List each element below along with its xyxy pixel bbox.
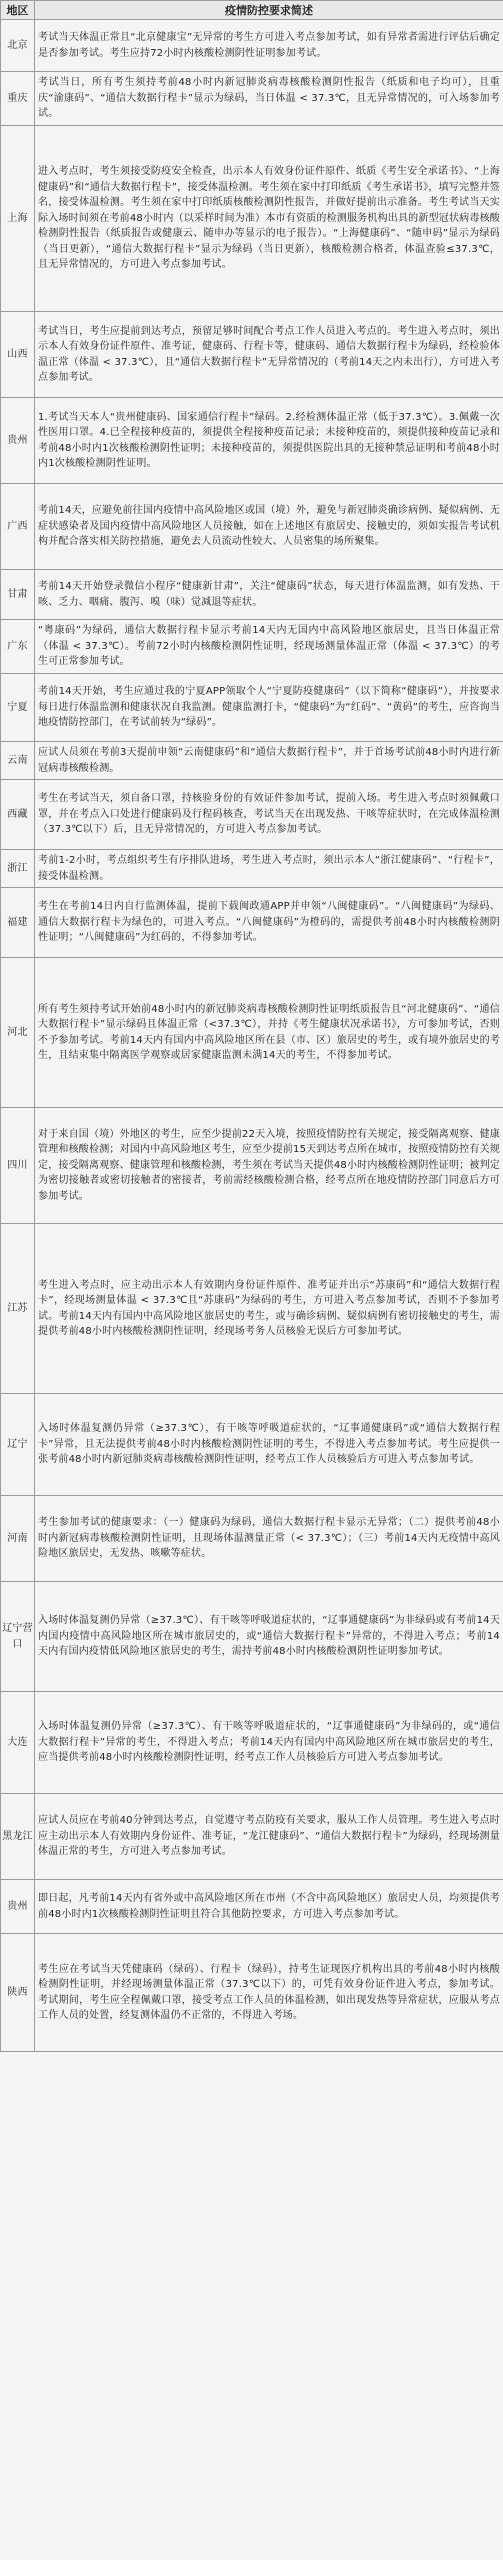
requirement-cell: 对于来自国（境）外地区的考生，应至少提前22天入境，按照疫情防控有关规定，接受隔离观察、健康管理和核酸检测；对国内中高风险地区考生，应至少提前15天到达考点所在城市，按照疫情防控有关规定，接受隔离观察、健康管理和核酸检测，考生须在考试当天提供48小时内核酸检测阴性证明；被判定为密切接触者或密切接触者的密接者，考前需经核酸检测合格，经考点所在地疫情防控部门同意后方可参加考试。 — [35, 1108, 503, 1224]
requirements-column-header: 疫情防控要求简述 — [35, 1, 503, 20]
requirement-cell: 考生在考试当天，须自备口罩，持核验身份的有效证件参加考试，提前入场。考生进入考点时须佩戴口罩，并在考点入口处进行健康码及行程码核查，考试当天在出现发热、干咳等症状时，在完成体温检测（37.3℃以下）后，且无异常情况的，方可进入考点参加考试。 — [35, 780, 503, 850]
table-row — [1, 1224, 503, 1394]
region-cell: 贵州 — [1, 1880, 35, 1934]
requirement-cell: 考前14天开始，考生应通过我的宁夏APP领取个人“宁夏防疫健康码”（以下简称“健康码”），并按要求每日进行体温监测和健康状况自我监测。健康监测打卡，“健康码”为“红码”、“黄码”的考生，应咨询当地疫情防控部门，在考试前转为“绿码”。 — [35, 674, 503, 742]
region-cell: 甘肃 — [1, 570, 35, 620]
region-cell: 福建 — [1, 888, 35, 958]
requirement-cell: 考前1-2小时，考点组织考生有序排队进场，考生进入考点时，须出示本人“浙江健康码”、“行程卡”，接受体温检测。 — [35, 850, 503, 888]
region-cell: 辽宁 — [1, 1394, 35, 1496]
requirement-cell: 应试人员应在考前40分钟到达考点，自觉遵守考点防疫有关要求，服从工作人员管理。考生进入考点时应主动出示本人有效期内身份证件、准考证，“龙江健康码”、“通信大数据行程卡”为绿码，经现场测量体温正常的考生，方可进入考点参加考试。 — [35, 1794, 503, 1880]
table-row — [1, 484, 503, 570]
region-cell: 浙江 — [1, 850, 35, 888]
table-row — [1, 1692, 503, 1794]
requirement-cell: 所有考生须持考试开始前48小时内的新冠肺炎病毒核酸检测阴性证明纸质报告且“河北健康码”、“通信大数据行程卡”显示绿码且体温正常（<37.3℃），并持《考生健康状况承诺书》，方可参加考试，否则不予参加考试。考前14天内有国内中高风险地区所在县（市、区）旅居史的考生，或有境外旅居史的考生，且结束集中隔离医学观察或居家健康监测未满14天的考生，不得参加考试。 — [35, 958, 503, 1108]
region-cell: 河南 — [1, 1496, 35, 1582]
region-cell: 辽宁营口 — [1, 1582, 35, 1692]
table-row — [1, 1582, 503, 1692]
table-header-row — [1, 1, 503, 20]
region-cell: 江苏 — [1, 1224, 35, 1394]
requirement-cell: 1.考试当天本人“贵州健康码、国家通信行程卡”绿码。2.经检测体温正常（低于37.3℃）。3.佩戴一次性医用口罩。4.已全程接种疫苗的，须提供全程接种疫苗记录；未接种疫苗的，须提供接种疫苗记录和考前48小时内1次核酸检测阴性证明；未接种疫苗的，须提供医院出具的无接种禁忌证明和考前48小时内1次核酸检测阴性证明。 — [35, 398, 503, 484]
region-cell: 云南 — [1, 742, 35, 780]
requirement-cell: 考前14天，应避免前往国内疫情中高风险地区或国（境）外，避免与新冠肺炎确诊病例、疑似病例、无症状感染者及国内疫情中高风险地区人员接触，如在上述地区有旅居史、接触史的，须如实报告考试机构并配合落实相关防控措施，避免去人员流动性较大、人员密集的场所聚集。 — [35, 484, 503, 570]
requirement-cell: 考试当天体温正常且“北京健康宝”无异常的考生方可进入考点参加考试，如有异常者需进行评估后确定是否参加考试。考生应持72小时内核酸检测阴性证明参加考试。 — [35, 20, 503, 72]
table-row — [1, 958, 503, 1108]
region-cell: 北京 — [1, 20, 35, 72]
table-row — [1, 742, 503, 780]
region-cell: 黑龙江 — [1, 1794, 35, 1880]
requirement-cell: 入场时体温复测仍异常（≥37.3℃）、有干咳等呼吸道症状的，“辽事通健康码”为非绿码的，或“通信大数据行程卡”异常的考生，不得进入考点；考前14天内有国内中高风险地区所在城市旅居史的考生，应当提供考前48小时内核酸检测阴性证明，经考点工作人员核验后方可进入考点参加考试。 — [35, 1692, 503, 1794]
region-cell: 大连 — [1, 1692, 35, 1794]
requirement-cell: 考前14天开始登录微信小程序“健康新甘肃”，关注“健康码”状态，每天进行体温监测，如有发热、干咳、乏力、咽痛、腹泻、嗅（味）觉减退等症状。 — [35, 570, 503, 620]
region-column-header: 地区 — [1, 1, 35, 20]
region-cell: 宁夏 — [1, 674, 35, 742]
requirement-cell: 应试人员须在考前3天提前申领“云南健康码”和“通信大数据行程卡”，并于首场考试前48小时内进行新冠病毒核酸检测。 — [35, 742, 503, 780]
region-cell: 西藏 — [1, 780, 35, 850]
table-row — [1, 126, 503, 312]
table-row — [1, 570, 503, 620]
region-cell: 四川 — [1, 1108, 35, 1224]
requirement-cell: 考试当日，所有考生须持考前48小时内新冠肺炎病毒核酸检测阴性报告（纸质和电子均可），且重庆“渝康码”、“通信大数据行程卡”显示为绿码，当日体温 < 37.3℃，且无异常情况的，可入场参加考试。 — [35, 72, 503, 126]
region-cell: 上海 — [1, 126, 35, 312]
table-row — [1, 1108, 503, 1224]
table-row — [1, 1394, 503, 1496]
table-row — [1, 1934, 503, 2052]
table-row — [1, 1794, 503, 1880]
requirement-cell: 考试当日，考生应提前到达考点，预留足够时间配合考点工作人员进入考点的。考生进入考点时，须出示本人有效身份证件原件、准考证，健康码、行程卡等，健康码、通信大数据行程卡为绿码，经检验体温正常（体温 < 37.3℃），且“通信大数据行程卡”无异常情况的（考前14天之内未出行），方可进入考点参加考试。 — [35, 312, 503, 398]
table-row — [1, 674, 503, 742]
table-row — [1, 850, 503, 888]
requirement-cell: 考生在考前14日内自行监测体温，提前下载闽政通APP并申领“八闽健康码”。“八闽健康码”为绿码、通信大数据行程卡为绿色的，可进入考点。“八闽健康码”为橙码的，需提供考前48小时内核酸检测阴性证明；“八闽健康码”为红码的，不得参加考试。 — [35, 888, 503, 958]
region-cell: 贵州 — [1, 398, 35, 484]
region-cell: 广西 — [1, 484, 35, 570]
requirement-cell: “粤康码”为绿码，通信大数据行程卡显示考前14天内无国内中高风险地区旅居史，且当日体温正常（体温 < 37.3℃）。考前72小时内核酸检测阴性证明，经现场测量体温正常（体温 < 37.3℃）的考生可正常参加考试。 — [35, 620, 503, 674]
table-row — [1, 1880, 503, 1934]
requirement-cell: 考生应在考试当天凭健康码（绿码）、行程卡（绿码），持考生证现医疗机构出具的考前48小时内核酸检测阴性证明，并经现场测量体温正常（37.3℃以下）的，可凭有效身份证件进入考点，参加考试。考试期间，考生应全程佩戴口罩，接受考点工作人员的体温检测，如出现发热等异常症状，应服从考点工作人员的处置，经复测体温仍不正常的，不得进入考场。 — [35, 1934, 503, 2052]
requirement-cell: 入场时体温复测仍异常（≥37.3℃）、有干咳等呼吸道症状的，“辽事通健康码”为非绿码或有考前14天内国内疫情中高风险地区所在城市旅居史的，或“通信大数据行程卡”异常的，不得进入考点；考前14天内有国内疫情低风险地区旅居史的考生，需持考前48小时内核酸检测阴性证明参加考试。 — [35, 1582, 503, 1692]
table-row — [1, 312, 503, 398]
table-row — [1, 620, 503, 674]
region-cell: 广东 — [1, 620, 35, 674]
table-row — [1, 888, 503, 958]
requirement-cell: 考生参加考试的健康要求：（一）健康码为绿码，通信大数据行程卡显示无异常；（二）提供考前48小时内新冠病毒核酸检测阴性证明，且现场体温测量正常（< 37.3℃）；（三）考前14天内无疫情中高风险地区旅居史，无发热、咳嗽等症状。 — [35, 1496, 503, 1582]
table-row — [1, 1496, 503, 1582]
region-cell: 重庆 — [1, 72, 35, 126]
region-cell: 山西 — [1, 312, 35, 398]
requirement-cell: 即日起，凡考前14天内有省外或中高风险地区所在市州（不含中高风险地区）旅居史人员，均须提供考前48小时内1次核酸检测阴性证明且符合其他防控要求，方可进入考点参加考试。 — [35, 1880, 503, 1934]
requirement-cell: 入场时体温复测仍异常（≥37.3℃），有干咳等呼吸道症状的，“辽事通健康码”或“通信大数据行程卡”异常，且无法提供考前48小时内核酸检测阴性证明的考生，不得进入考点参加考试。考生应提供一张考前48小时内新冠肺炎病毒核酸检测阴性证明，经考点工作人员核验后方可进入考点参加考试。 — [35, 1394, 503, 1496]
table-row — [1, 20, 503, 72]
table-row — [1, 398, 503, 484]
requirement-cell: 进入考点时，考生须接受防疫安全检查，出示本人有效身份证件原件、纸质《考生安全承诺书》、“上海健康码”和“通信大数据行程卡”，接受体温检测。考生须在家中打印纸质《考生承诺书》，填写完整并签名，接受体温检测。考生须在家中打印纸质核酸检测阴性报告，并做好提前出示准备。考生考试当天实际入场时间须在考前48小时内（以采样时间为准）本市有资质的检测服务机构出具的新型冠状病毒核酸检测阴性报告（纸质报告或健康云、随申办等显示的电子报告）。“上海健康码”、“随申码”显示为绿码（当日更新），“通信大数据行程卡”显示为绿码（当日更新），核酸检测合格者，体温查验≤37.3℃，且无异常情况的，方可进入考点参加考试。 — [35, 126, 503, 312]
table-row — [1, 780, 503, 850]
requirement-cell: 考生进入考点时，应主动出示本人有效期内身份证件原件、准考证并出示“苏康码”和“通信大数据行程卡”，经现场测量体温 < 37.3℃且“苏康码”为绿码的考生，方可进入考点参加考试，否则不予参加考试。考前14天内有国内中高风险地区旅居史的考生，或与确诊病例、疑似病例有密切接触史的考生，需提供考前48小时内核酸检测阴性证明，经现场考务人员核验无误后方可参加考试。 — [35, 1224, 503, 1394]
table-row — [1, 72, 503, 126]
region-cell: 陕西 — [1, 1934, 35, 2052]
region-cell: 河北 — [1, 958, 35, 1108]
